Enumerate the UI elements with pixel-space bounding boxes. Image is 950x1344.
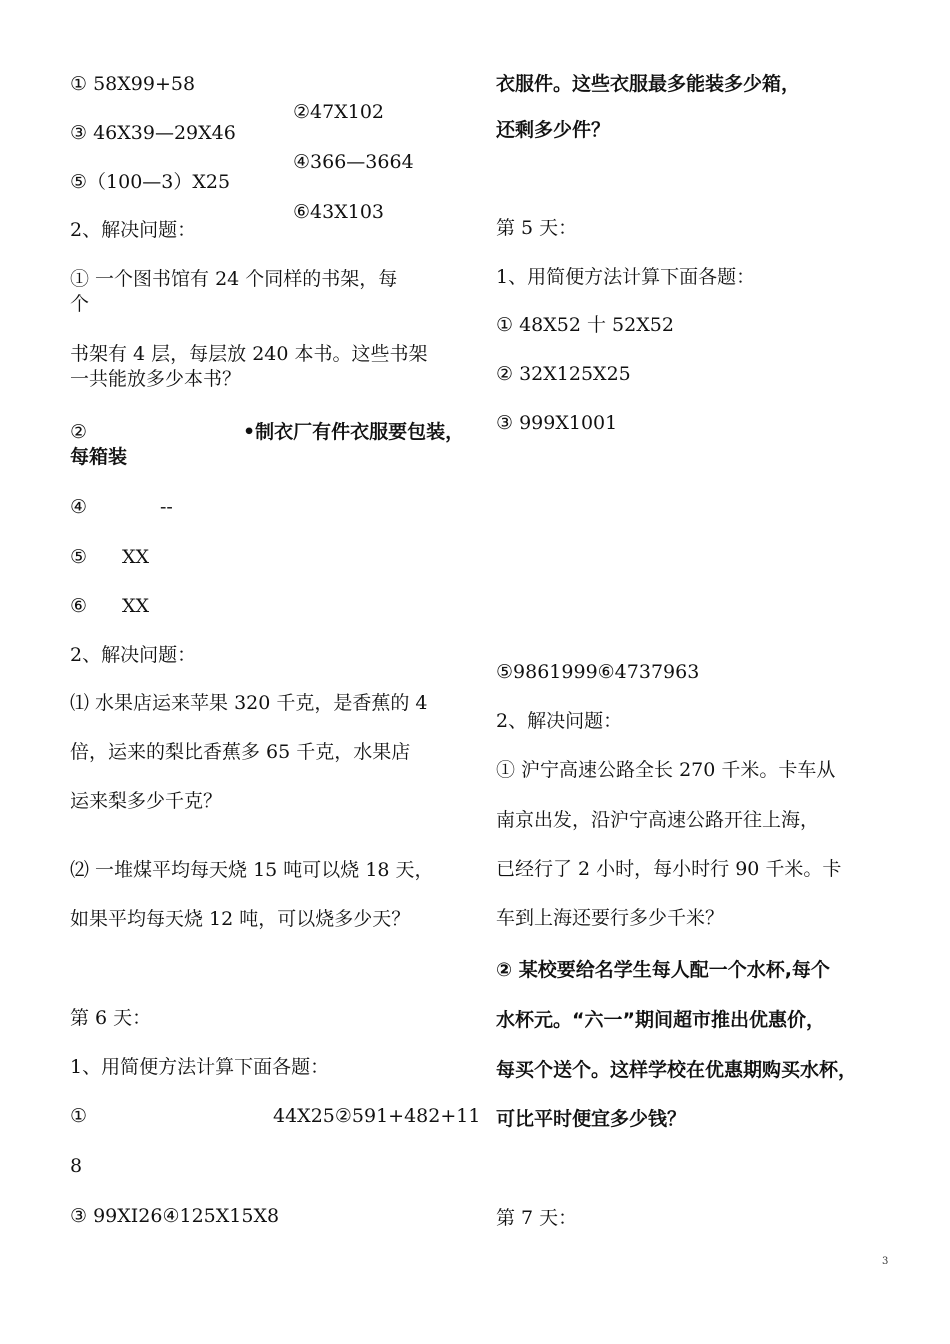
continued-line-2: 还剩多少件？ bbox=[496, 119, 611, 141]
item-5-marker: ⑤ bbox=[70, 546, 88, 568]
question-1-line-3: 运来梨多少千克？ bbox=[70, 790, 223, 812]
day-6-calc-1-continued: 8 bbox=[70, 1155, 83, 1177]
day-5-calc-3: ③ 999X1001 bbox=[496, 412, 618, 434]
right-problem-2-line-3: 每买个送个。这样学校在优惠期购买水杯， bbox=[496, 1059, 858, 1081]
calc-item-6: ⑥43X103 bbox=[293, 201, 385, 223]
right-problem-2-line-4: 可比平时便宜多少钱？ bbox=[496, 1108, 687, 1130]
right-problem-2-line-2: 水杯元。“六一”期间超市推出优惠价， bbox=[496, 1009, 825, 1031]
question-2-line-1: ⑵ 一堆煤平均每天烧 15 吨可以烧 18 天， bbox=[70, 859, 434, 881]
continued-line-1: 衣服件。这些衣服最多能装多少箱， bbox=[496, 73, 801, 95]
item-5-value: XX bbox=[122, 546, 150, 568]
day-6-heading: 第 6 天： bbox=[70, 1007, 152, 1029]
right-problem-1-line-2: 南京出发，沿沪宁高速公路开往上海， bbox=[496, 809, 820, 831]
right-problem-1-line-4: 车到上海还要行多少千米？ bbox=[496, 907, 725, 929]
day-6-calc-3: ③ 99XI26④125X15X8 bbox=[70, 1205, 280, 1227]
problem-1-line-4: 一共能放多少本书？ bbox=[70, 368, 242, 390]
section-heading-solve-2: 2、解决问题： bbox=[70, 644, 197, 666]
problem-2-text-1: •制衣厂有件衣服要包装， bbox=[243, 421, 465, 443]
day-5-calc-2: ② 32X125X25 bbox=[496, 363, 631, 385]
question-2-line-2: 如果平均每天烧 12 吨，可以烧多少天？ bbox=[70, 908, 411, 930]
day-5-task: 1、用简便方法计算下面各题： bbox=[496, 266, 756, 288]
day-6-calc-marker-1: ① bbox=[70, 1105, 88, 1127]
question-1-line-1: ⑴ 水果店运来苹果 320 千克，是香蕉的 4 bbox=[70, 692, 428, 714]
calc-item-1: ① 58X99+58 bbox=[70, 73, 196, 95]
right-problem-1-line-3: 已经行了 2 小时，每小时行 90 千米。卡 bbox=[496, 858, 842, 880]
day-5-calc-5-6: ⑤9861999⑥4737963 bbox=[496, 661, 700, 683]
item-4-marker: ④ bbox=[70, 496, 88, 518]
calc-item-2: ②47X102 bbox=[293, 101, 385, 123]
section-heading-solve-right: 2、解决问题： bbox=[496, 710, 623, 732]
item-6-value: XX bbox=[122, 595, 150, 617]
calc-item-5: ⑤（100—3）X25 bbox=[70, 171, 231, 193]
problem-2-marker: ② bbox=[70, 421, 88, 443]
calc-item-3: ③ 46X39—29X46 bbox=[70, 122, 236, 144]
problem-1-line-2: 个 bbox=[70, 293, 90, 315]
day-6-calc-1: 44X25②591+482+11 bbox=[273, 1105, 481, 1127]
calc-item-4: ④366—3664 bbox=[293, 151, 414, 173]
problem-1-line-3: 书架有 4 层，每层放 240 本书。这些书架 bbox=[70, 343, 428, 365]
item-4-value: -- bbox=[160, 496, 173, 518]
right-problem-1-line-1: ① 沪宁高速公路全长 270 千米。卡车从 bbox=[496, 759, 836, 781]
day-5-heading: 第 5 天： bbox=[496, 217, 578, 239]
section-heading-solve: 2、解决问题： bbox=[70, 219, 197, 241]
day-7-heading: 第 7 天： bbox=[496, 1207, 578, 1229]
problem-2-text-2: 每箱装 bbox=[70, 446, 128, 468]
day-5-calc-1: ① 48X52 十 52X52 bbox=[496, 314, 674, 336]
item-6-marker: ⑥ bbox=[70, 595, 88, 617]
question-1-line-2: 倍，运来的梨比香蕉多 65 千克，水果店 bbox=[70, 741, 411, 763]
page-number: 3 bbox=[882, 1256, 889, 1267]
problem-1-line-1: ① 一个图书馆有 24 个同样的书架，每 bbox=[70, 268, 398, 290]
day-6-task: 1、用简便方法计算下面各题： bbox=[70, 1056, 330, 1078]
right-problem-2-line-1: ② 某校要给名学生每人配一个水杯,每个 bbox=[496, 959, 830, 981]
